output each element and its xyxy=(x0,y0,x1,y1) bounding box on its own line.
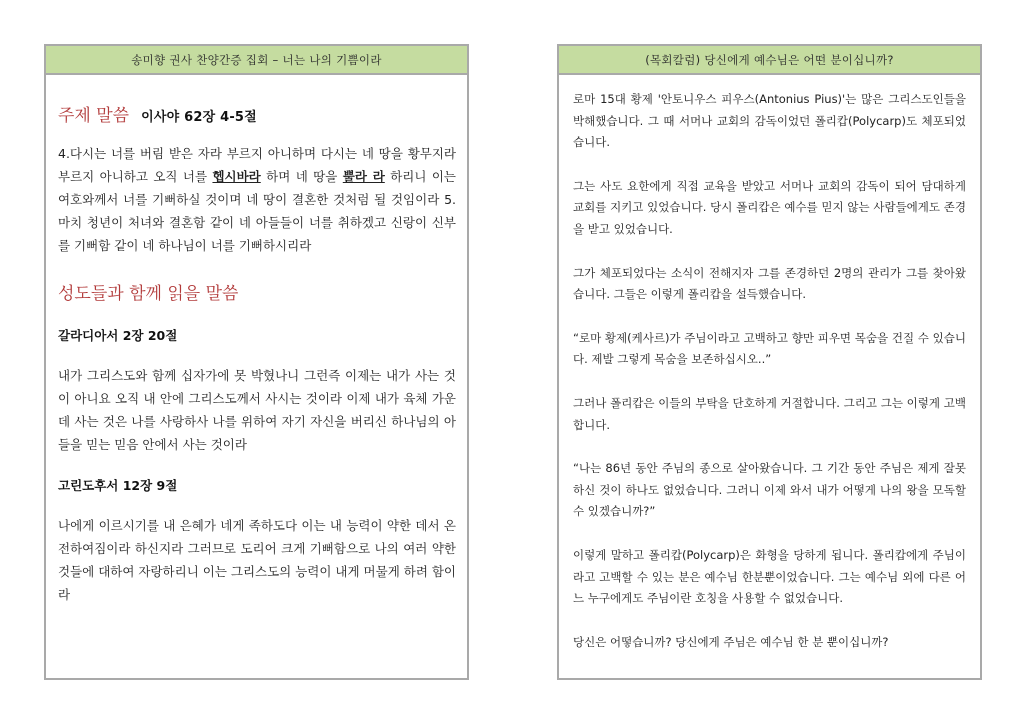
column-paragraph-4: “로마 황제(케사르)가 주님이라고 고백하고 향만 피우면 목숨을 건질 수 있습니다. 제발 그렇게 목숨을 보존하십시오..” xyxy=(573,330,966,367)
ref2-text: 나에게 이르시기를 내 은혜가 네게 족하도다 이는 내 능력이 약한 데서 온전하여짐이라 하신지라 그러므로 도리어 크게 기뻐함으로 나의 여러 약한 것들에 대하여 자랑하리니 이는 그리스도의 능력이 내게 머물게 하려 함이라 xyxy=(58,518,457,602)
left-header: 송미향 권사 찬양간증 집회 – 너는 나의 기쁨이라 xyxy=(46,46,467,75)
right-panel xyxy=(557,44,982,680)
column-paragraph-7: 이렇게 말하고 폴리캅(Polycarp)은 화형을 당하게 됩니다. 폴리캅에게 주님이라고 고백할 수 있는 분은 예수님 한분뿐이었습니다. 그는 예수님 외에 다른 어느 누구에게도 주님이란 호칭을 사용할 수 없었습니다. xyxy=(573,547,966,606)
ref2-title: 고린도후서 12장 9절 xyxy=(58,478,178,493)
theme-label: 주제 말씀 xyxy=(58,106,130,126)
theme-text-part: 하리니 이는 여호와께서 너를 기뻐하실 것이며 네 땅이 결혼한 것처럼 될 것임이라 5.마치 청년이 처녀와 결혼함 같이 네 아들들이 너를 취하겠고 신랑이 신부를 기뻐함 같이 네 하나님이 너를 기뻐하시리라 xyxy=(58,169,456,253)
ref1-title: 갈라디아서 2장 20절 xyxy=(58,328,178,343)
theme-text xyxy=(58,142,456,257)
theme-text-part: 4.다시는 너를 버림 받은 자라 부르지 아니하며 다시는 네 땅을 황무지라 부르지 아니하고 오직 너를 xyxy=(58,146,456,184)
left-panel xyxy=(44,44,469,680)
ref1-text: 내가 그리스도와 함께 십자가에 못 박혔나니 그런즉 이제는 내가 사는 것이 아니요 오직 내 안에 그리스도께서 사시는 것이라 이제 내가 육체 가운데 사는 것은 나를 사랑하사 나를 위하여 자기 자신을 버리신 하나님의 아들을 믿는 믿음 안에서 사는 것이라 xyxy=(58,368,456,452)
column-paragraph-6: “나는 86년 동안 주님의 종으로 살아왔습니다. 그 기간 동안 주님은 제게 잘못하신 것이 하나도 없었습니다. 그러니 이제 와서 내가 어떻게 나의 왕을 모독할 수 있겠습니까?” xyxy=(573,461,966,519)
theme-ref: 이사야 62장 4-5절 xyxy=(141,110,257,125)
column-paragraph-1: 로마 15대 황제 '안토니우스 피우스(Antonius Pius)'는 많은 그리스도인들을 박해했습니다. 그 때 서머나 교회의 감독이었던 폴리캅(Polycarp)도 체포되었습니다. xyxy=(573,92,966,150)
theme-heading xyxy=(58,101,456,126)
column-paragraph-2: 그는 사도 요한에게 직접 교육을 받았고 서머나 교회의 감독이 되어 담대하게 교회를 지키고 있었습니다. 당시 폴리캅은 예수를 믿지 않는 사람들에게도 존경을 받고 있었습니다. xyxy=(573,178,966,236)
theme-text-part: 하며 네 땅을 xyxy=(260,169,343,184)
beulah-word: 뿔라 라 xyxy=(342,169,385,184)
right-content xyxy=(559,75,980,653)
right-header: (목회칼럼) 당신에게 예수님은 어떤 분이십니까? xyxy=(559,46,980,75)
column-paragraph-8: 당신은 어떻습니까? 당신에게 주님은 예수님 한 분 뿐이십니까? xyxy=(573,634,889,649)
read-together-heading: 성도들과 함께 읽을 말씀 xyxy=(58,284,239,304)
left-content xyxy=(46,101,467,606)
hephzibah-word: 헵시바라 xyxy=(212,169,261,184)
column-paragraph-3: 그가 체포되었다는 소식이 전해지자 그를 존경하던 2명의 관리가 그를 찾아왔습니다. 그들은 이렇게 폴리캅을 설득했습니다. xyxy=(573,265,966,302)
column-paragraph-5: 그러나 폴리캅은 이들의 부탁을 단호하게 거절합니다. 그리고 그는 이렇게 고백합니다. xyxy=(573,395,966,432)
